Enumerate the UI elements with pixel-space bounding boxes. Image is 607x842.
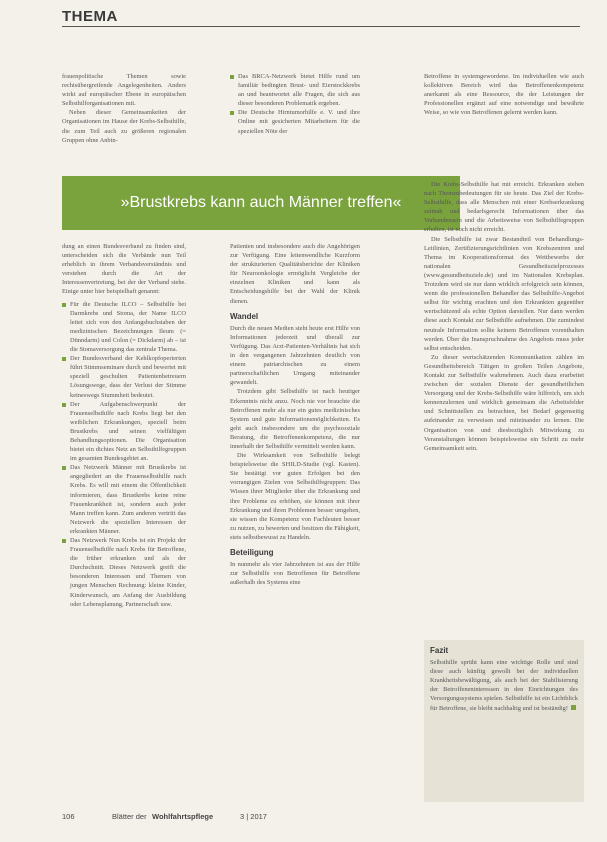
column-1-top — [62, 72, 186, 145]
list-item: Das Netzwerk Männer mit Brustkrebs ist angegliedert an die Frauenselbsthilfe nach Krebs. Es will mit einem die Öffentlichkeit informieren, dass Brustkrebs keine reine Frauenkrankheit ist, sondern auch jeder Mann treffen kann. Zum anderen vertritt das Netzwerk die speziellen Interessen der erkrankten Männer. — [62, 463, 186, 536]
header-rule — [62, 26, 580, 27]
subheading-wandel: Wandel — [230, 311, 259, 321]
subheading-beteiligung: Beteiligung — [230, 548, 274, 557]
issue: 3 | 2017 — [240, 812, 267, 821]
list-item: Das BRCA-Netzwerk bietet Hilfe rund um familiär bedingten Brust- und Eierstockkrebs an und beantwortet alle Fragen, die sich aus dieser besonderen Problematik ergeben. — [230, 72, 360, 108]
journal-prefix: Blätter der — [112, 812, 147, 821]
paragraph: Neben dieser Gemeinsamkeiten der Organisationen im Hause der Krebs-Selbsthilfe, die zum Teil auch zu größeren regionalen Gruppen ohne Anbin- — [62, 109, 186, 144]
paragraph: frauenpolitische Themen sowie rechtsübergreifende Angelegenheiten. Anders wirkt auf europäischer Ebene in europäischen Selbsthilforganisationen mit. — [62, 73, 186, 108]
column-1-bottom — [62, 242, 186, 609]
paragraph: Trotzdem gibt Selbsthilfe ist nach heutiger Erkenntnis nicht anzu. Noch nie vor brauchte die Betroffenen mehr als nur ein gutes medizinisches System und gute Informationsmöglichkeiten. Es geht auch insbesondere um die psychosoziale Beratung, die Betroffenenkompetenz, die nur innerhalb der Selbsthilfe vermittelt werden kann. — [230, 388, 360, 450]
column-2-bottom — [230, 242, 360, 587]
paragraph: Die Selbsthilfe ist zwar Bestandteil von Behandlungs-Leitlinien, Zertifizierungsrichtlinien von Krebszentren und Thema im Kooperationsformat des Wettbewerbs der nationalen Gesundheitszielprozesses (www.gesundheitsziele.de) und im Nationalen Krebsplan. Trotzdem wird sie nur dann wirklich erfolgreich sein können, wenn die professionellen Behandler das Selbsthilfe-Angebot selbst für wichtig erachten und den Erkrankten gegenüber wertschätzend als echte Option darstellen. Nur dann werden diese auch Kontakt zur Selbsthilfe aufnehmen. Die zumindest neutrale Information sollte keinem Betroffenen vorenthalten werden. Über die Inanspruchnahme des Angebots muss jeder selbst entscheiden. — [424, 235, 584, 352]
paragraph: Patienten und insbesondere auch die Angehörigen zur Verfügung. Eine leitenwendliche Kurzform der strukturierten Qualitätsberichte der Kliniken für Neuroonkologie ermöglicht Vergleiche der einzelnen Kliniken und kann als Entscheidungshilfe bei der Wahl der Klinik dienen. — [230, 243, 360, 305]
paragraph: Die Wirksamkeit von Selbsthilfe belegt beispielsweise die SHILD-Studie (vgl. Kasten). Sie bestätigt vor guten Erfolgen bei den vorrangigen Zielen von Selbsthilfegruppen: Das Wissen ihrer Mitglieder über die Erkrankung und ihre Probleme zu erhöhen, sie können mit ihrer Erkrankung und ihren Problemen besser umgehen, sie wissen die Kompetenz von Fachleuten besser zu nutzen, zu bewerten und besitzen die Fähigkeit, stets selbstbewusst zu Handeln. — [230, 452, 360, 541]
list-item: Das Netzwerk Nun Krebs ist ein Projekt der Frauenselbsthilfe nach Krebs für Betroffene, die früher erkranken und als der Durchschnitt. Dieses Netzwerk greift die besonderen Interessen und Themen von jungen Menschen Rechnung: kleine Kinder, Kinderwunsch, am Anfang der Ausbildung oder Lebensplanung, Partnerschaft usw. — [62, 536, 186, 609]
paragraph: Zu dieser wertschätzenden Kommunikation zählen im Gesundheitsbereich Tätigen in großen Teilen Angebote, Kontakt zur Selbsthilfe wahrnehmen. Auch dazu erarbeitet zwischen der sozialen Dienste der gesundheitlichen Versorgung und der Krebs-Selbsthilfe wäre hilfreich, um sich kennenzulernen und wirklich gemeinsam die Arbeitsfelder und Schnittstellen zu betrachten, bei Bedarf gegenseitig aufeinander zu verweisen und miteinander zu lernen. Die Organisation von und diesbezüglich Mitwirkung zu Veranstaltungen können beispielsweise ein Schritt zu mehr Gemeinsamkeit sein. — [424, 353, 584, 452]
paragraph: Durch die neuen Medien steht heute erst Hilfe von Informationen jederzeit und überall zur Verfügung. Das Arzt-Patienten-Verhältnis hat sich in den vergangenen Jahrzehnten deutlich von einem patriarchischen zu einem partnerschaftlichen Umgang miteinander gewandelt. — [230, 324, 360, 387]
fazit-content — [430, 646, 578, 713]
paragraph: Die Krebs-Selbsthilfe hat mit erreicht. Erkranken stehen nach Themenbedeutungen für sie heute. Das Ziel der Krebs-Selbsthilfe, dass alle Menschen mit einer Krebserkrankung zeitnah und bedarfsgerecht Informationen über das Vorhandensein und die Arbeitsweise von Selbsthilfegruppen erhalten, ist noch nicht erreicht. — [424, 181, 584, 234]
list-item: Der Bundesverband der Kehlkopfoperierten führt Stimmseminare durch und bewertet mit speziell geschulten Patientenbetreuern Lösungswege, dass der Verlust der Stimme keineswegs Stummheit bedeutet. — [62, 354, 186, 399]
paragraph: Betroffene in systemgewordene. Im individuellen wie auch kollektiven Bereich wird das Betroffenenkompetenz anerkannt als eine Ressource, die der Leistungen der Professionellen ergänzt auf eine notwendige und bewährte Weise, so wie von Betroffenen gelernt werden kann. — [424, 73, 584, 117]
column-2-top — [230, 72, 360, 136]
pull-quote-banner — [62, 176, 460, 230]
journal-name: Wohlfahrtspflege — [152, 812, 214, 821]
paragraph: In nunmehr als vier Jahrzehnten ist aus der Hilfe zur Selbsthilfe von Betroffenen für Betroffene außerhalb des Systems eine — [230, 561, 360, 587]
paragraph: dung an einen Bundesverband zu finden sind, unterscheiden sich die Verbände nun Teil erheblich in ihrem Verbandsverständnis und verstehen durch die Art der Interessenvertretung, bei der der Verband stehe. Einige unter hier beispielhaft genannt: — [62, 243, 186, 296]
column-3-main — [424, 180, 584, 453]
end-mark-icon — [571, 705, 576, 710]
page-footer — [62, 812, 582, 826]
column-3-top — [424, 72, 584, 117]
section-title: THEMA — [62, 8, 118, 25]
list-item: Die Deutsche Hirntumorhilfe e. V. und ihre Online mit gesicherten Mitarbeitern für die speziellen Nöte der — [230, 108, 360, 135]
fazit-heading: Fazit — [430, 646, 449, 655]
page-number: 106 — [62, 812, 75, 821]
list-item: Der Aufgabenschwerpunkt der Frauenselbsthilfe nach Krebs liegt bei den weiblichen Erkrankungen, speziell beim Brustkrebs und seinen vielfältigen Behandlungsoptionen. Die Organisation bietet ein dichtes Netz an Selbsthilfegruppen im gesamten Bundesgebiet an. — [62, 400, 186, 464]
fazit-text: Selbsthilfe sprüht kann eine wichtige Rolle und sind diese auch künftig gewollt bei der individuellen Krankheitsbewältigung, als auch bei der Stabilisierung der Betroffeneninteressen in den Einrichtungen des Versorgungssystems spielen. Selbsthilfe ist ein Lichtblick für Betroffene, sie bleibt nachhaltig und ist beständig! — [430, 659, 578, 712]
list-item: Für die Deutsche ILCO – Selbsthilfe bei Darmkrebs und Stoma, der Name ILCO leitet sich von den Anfangsbuchstaben der medizinischen Bezeichnungen Ileum (= Dünndarm) und Colon (= Dickdarm) ab – ist die Stomaversorgung das zentrale Thema. — [62, 300, 186, 355]
pull-quote: »Brustkrebs kann auch Männer treffen« — [120, 194, 402, 211]
